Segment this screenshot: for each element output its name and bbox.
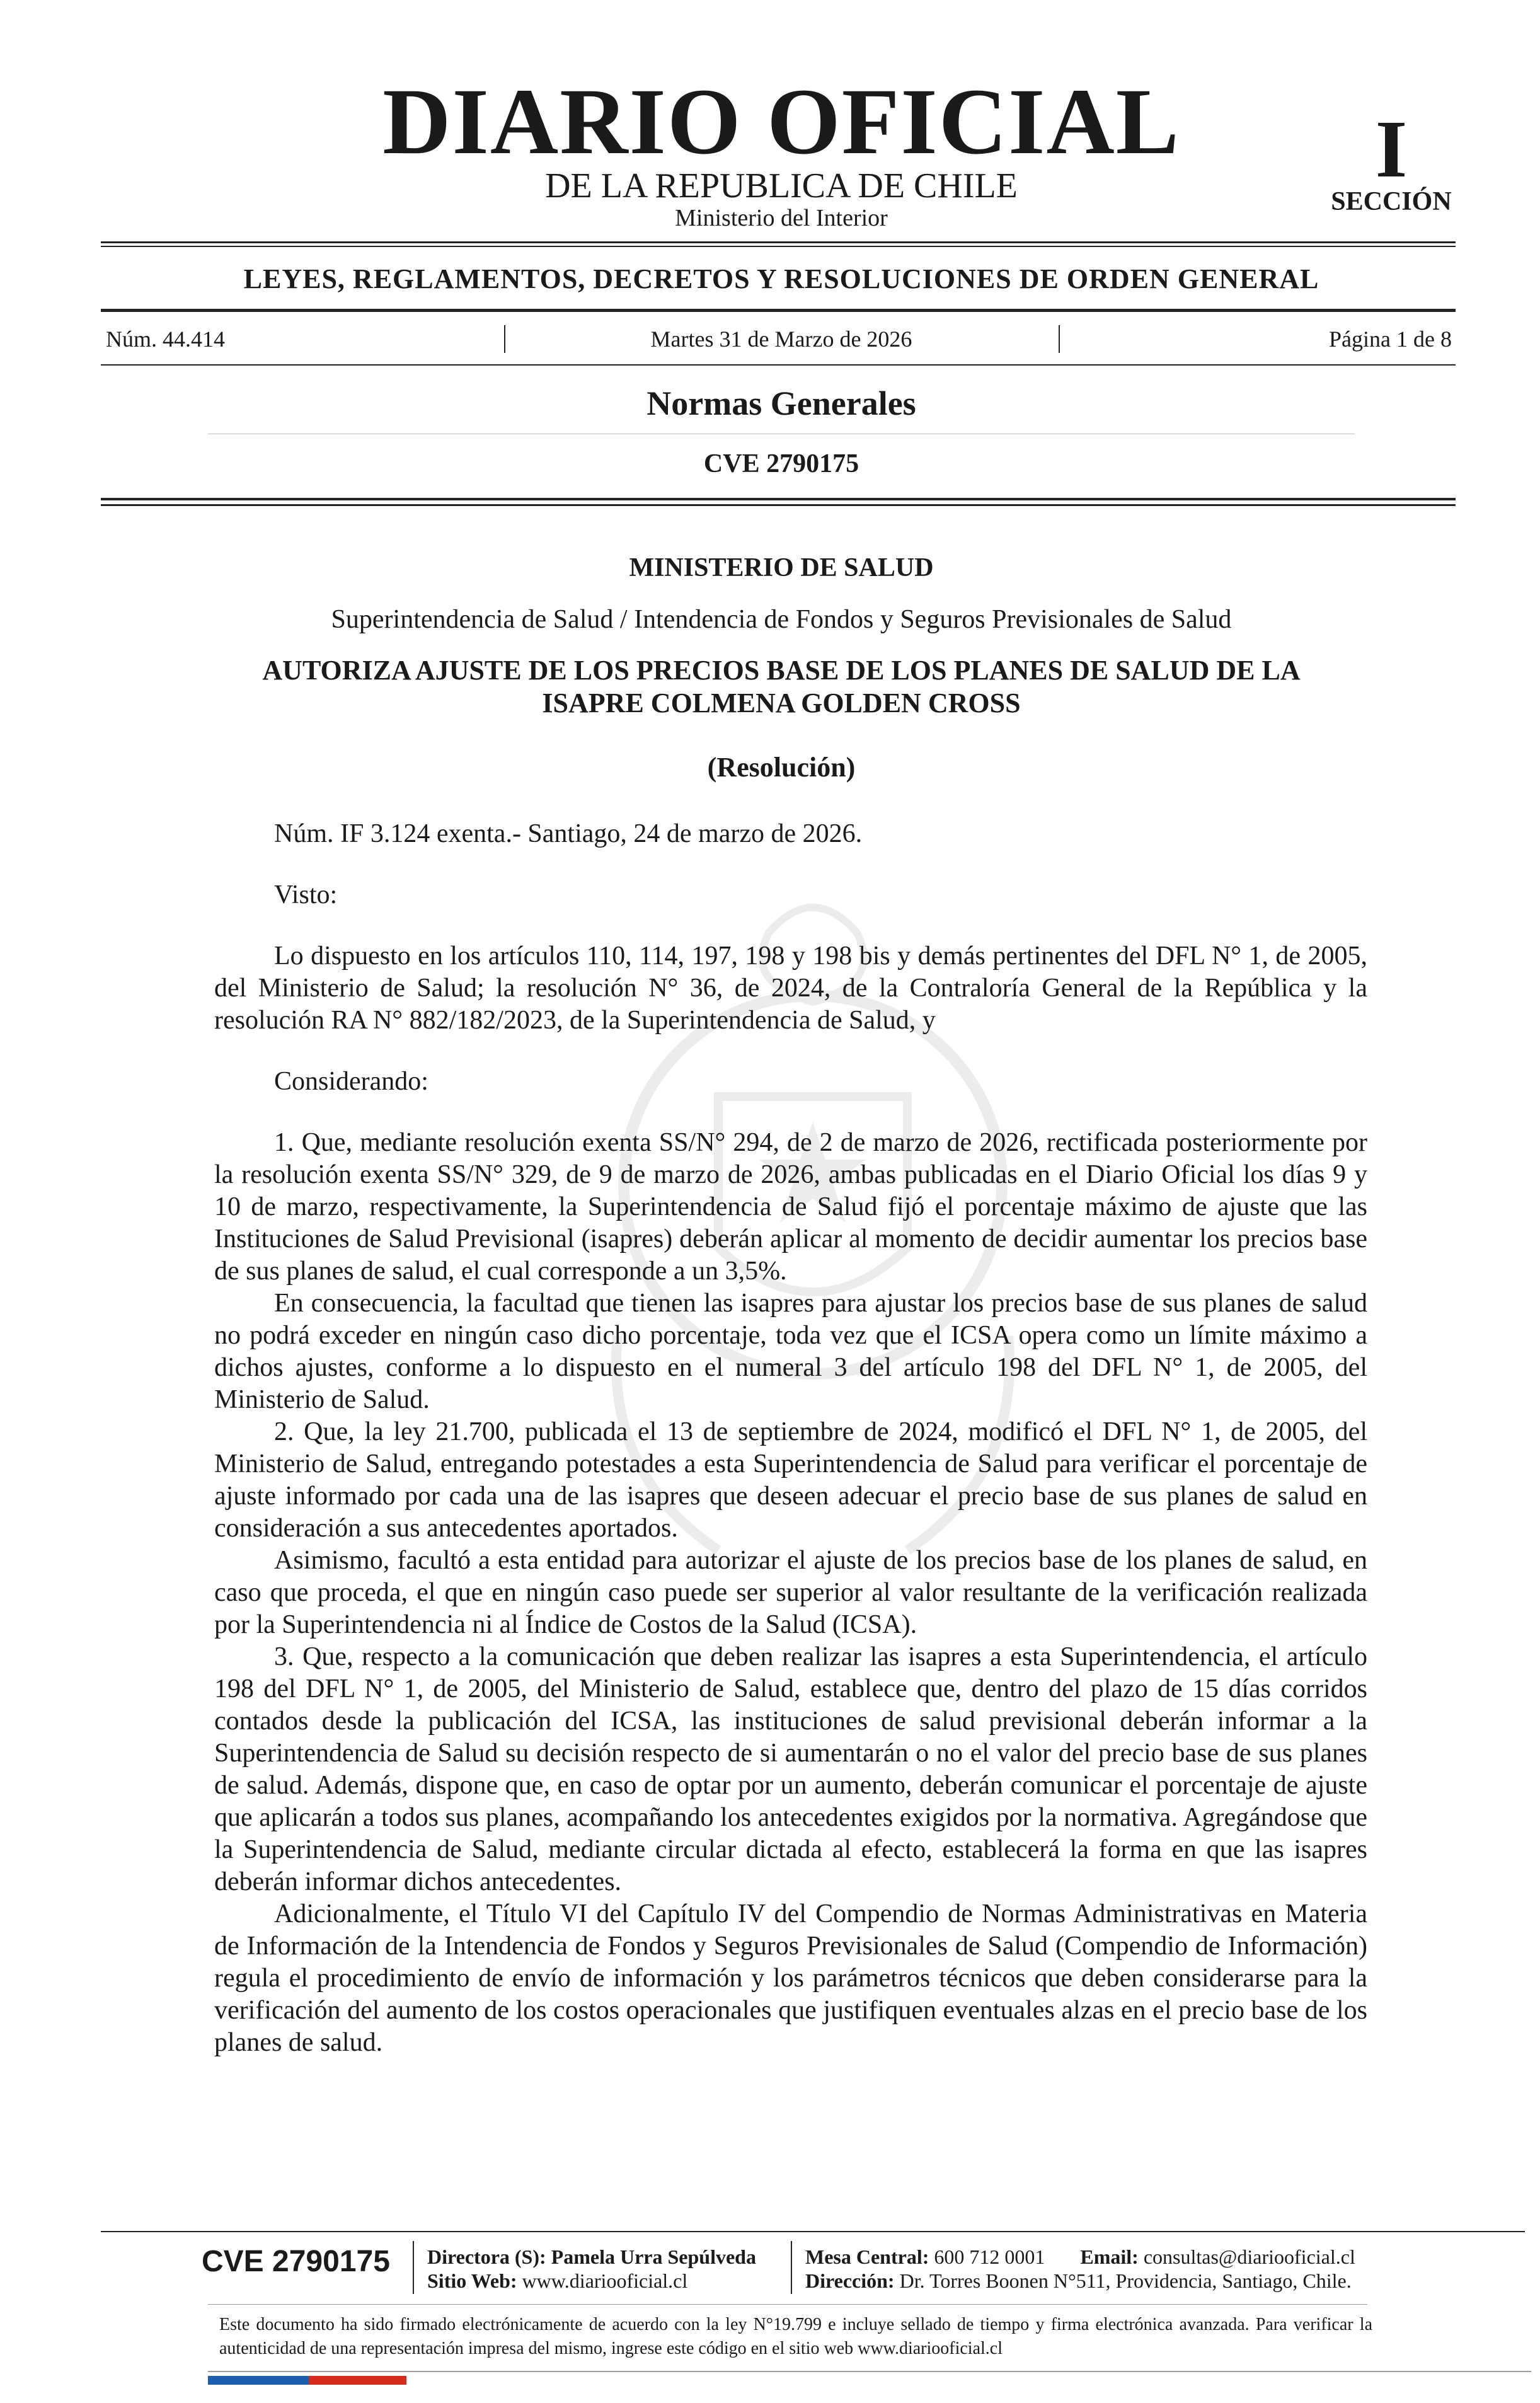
director-name: Pamela Urra Sepúlveda	[551, 2245, 756, 2268]
issue-number: Núm. 44.414	[106, 326, 225, 352]
header-rule-top-2	[101, 246, 1456, 247]
footer-rule	[101, 2231, 1525, 2232]
body-paragraph: 3. Que, respecto a la comunicación que deben realizar las isapres a esta Superintendencia, el artículo 198 del DFL N° 1, de 2005, del Ministerio de Salud, establece que, dentro del plazo de 15 días corridos contados desde la publicación del ICSA, las instituciones de salud previsional deberán informar a la Superintendencia de Salud su decisión respecto de si aumentarán o no el valor del precio base de sus planes de salud. Además, dispone que, en caso de optar por un aumento, deberán comunicar el porcentaje de ajuste que aplicarán a todos sus planes, acompañando los antecedentes exigidos por la normativa. Agregándose que la Superintendencia de Salud, mediante circular dictada al efecto, establecerá la forma en que las isapres deberán informar dichos antecedentes.	[214, 1642, 1367, 1896]
website-link[interactable]: www.diariooficial.cl	[522, 2269, 688, 2292]
website-label: Sitio Web:	[427, 2269, 517, 2292]
section-label: SECCIÓN	[1331, 187, 1452, 216]
director-label: Directora (S):	[427, 2245, 546, 2268]
cve-code: CVE 2790175	[703, 449, 859, 478]
masthead-subtitle: DE LA REPUBLICA DE CHILE	[545, 166, 1018, 205]
footer-cve-code: CVE 2790175	[202, 2245, 390, 2278]
address-value: Dr. Torres Boonen N°511, Providencia, Santiago, Chile.	[899, 2269, 1352, 2292]
header-rule-bottom	[101, 364, 1456, 366]
content-rule-2	[101, 504, 1456, 506]
footer-website	[427, 2269, 687, 2293]
flag-stripe-red	[309, 2376, 406, 2385]
flag-stripe-blue	[208, 2376, 309, 2385]
issue-date: Martes 31 de Marzo de 2026	[650, 326, 912, 352]
email-link[interactable]: consultas@diariooficial.cl	[1143, 2245, 1355, 2268]
body-paragraph: Asimismo, facultó a esta entidad para autorizar el ajuste de los precios base de los planes de salud, en caso que proceda, el que en ningún caso puede ser superior al valor resultante de la verificación realizada por la Superintendencia ni al Índice de Costos de la Salud (ICSA).	[214, 1546, 1367, 1639]
body-paragraph: En consecuencia, la facultad que tienen las isapres para ajustar los precios base de sus planes de salud no podrá exceder en ningún caso dicho porcentaje, toda vez que el ICSA opera como un límite máximo a dichos ajustes, conforme a lo dispuesto en el numeral 3 del artículo 198 del DFL N° 1, de 2005, del Ministerio de Salud.	[214, 1289, 1367, 1414]
resolution-title: AUTORIZA AJUSTE DE LOS PRECIOS BASE DE LOS PLANES DE SALUD DE LA ISAPRE COLMENA GOLDEN CROSS	[262, 655, 1301, 718]
email-label: Email:	[1080, 2245, 1139, 2268]
footer-divider	[791, 2241, 792, 2294]
considerando-heading: Considerando:	[274, 1067, 428, 1096]
header-rule-mid	[101, 309, 1456, 312]
resolution-number: Núm. IF 3.124 exenta.- Santiago, 24 de marzo de 2026.	[274, 819, 863, 848]
body-paragraph: 2. Que, la ley 21.700, publicada el 13 de septiembre de 2024, modificó el DFL N° 1, de 2005, del Ministerio de Salud, entregando potestades a esta Superintendencia de Salud para verificar el porcentaje de ajuste informado por cada una de las isapres que deseen adecuar el precio base de sus planes de salud en consideración a sus antecedentes aportados.	[214, 1417, 1367, 1543]
section-number: I	[1375, 104, 1408, 195]
body-paragraph: 1. Que, mediante resolución exenta SS/N° 294, de 2 de marzo de 2026, rectificada posteriormente por la resolución exenta SS/N° 329, de 9 de marzo de 2026, ambas publicadas en el Diario Oficial los días 9 y 10 de marzo, respectivamente, la Superintendencia de Salud fijó el porcentaje máximo de ajuste que las Instituciones de Salud Previsional (isapres) deberán aplicar al momento de decidir aumentar los precios base de sus planes de salud, el cual corresponde a un 3,5%.	[214, 1128, 1367, 1286]
issue-page: Página 1 de 8	[1329, 326, 1452, 352]
visto-heading: Visto:	[274, 880, 338, 909]
masthead-title: DIARIO OFICIAL	[382, 69, 1180, 174]
content-rule	[101, 498, 1456, 500]
ministry-heading: MINISTERIO DE SALUD	[629, 553, 934, 582]
document-body	[214, 818, 1367, 2059]
signature-disclaimer: Este documento ha sido firmado electrónicamente de acuerdo con la ley N°19.799 e incluye sellado de tiempo y firma electrónica avanzada. Para verificar la autenticidad de una representación impresa del mismo, ingrese este código en el sitio web www.diariooficial.cl	[219, 2315, 1372, 2358]
footer-divider	[413, 2241, 414, 2294]
footer-rule-2	[208, 2304, 1367, 2305]
header-rule-top	[101, 241, 1456, 243]
body-paragraph: Adicionalmente, el Título VI del Capítulo IV del Compendio de Normas Administrativas en Materia de Información de la Intendencia de Fondos y Seguros Previsionales de Salud (Compendio de Información) regula el procedimiento de envío de información y los parámetros técnicos que deben considerarse para la verificación del aumento de los costos operacionales que justifiquen eventuales alzas en el precio base de los planes de salud.	[214, 1899, 1367, 2057]
footer-contact	[805, 2245, 1355, 2269]
resolution-kind: (Resolución)	[707, 752, 856, 783]
phone-label: Mesa Central:	[805, 2245, 929, 2268]
norms-title: Normas Generales	[646, 384, 916, 422]
superintendence-line: Superintendencia de Salud / Intendencia de Fondos y Seguros Previsionales de Salud	[331, 605, 1232, 634]
phone-value: 600 712 0001	[934, 2245, 1045, 2268]
section-band-title: LEYES, REGLAMENTOS, DECRETOS Y RESOLUCIONES DE ORDEN GENERAL	[243, 263, 1319, 294]
issue-divider	[1059, 325, 1060, 353]
footer-bottom-line	[208, 2371, 1531, 2372]
body-paragraph: Lo dispuesto en los artículos 110, 114, 197, 198 y 198 bis y demás pertinentes del DFL N° 1, de 2005, del Ministerio de Salud; la resolución N° 36, de 2024, de la Contraloría General de la República y la resolución RA N° 882/182/2023, de la Superintendencia de Salud, y	[214, 942, 1367, 1035]
masthead-ministry: Ministerio del Interior	[675, 205, 888, 231]
address-label: Dirección:	[805, 2269, 895, 2292]
footer-director	[427, 2245, 756, 2269]
footer-address	[805, 2269, 1352, 2293]
